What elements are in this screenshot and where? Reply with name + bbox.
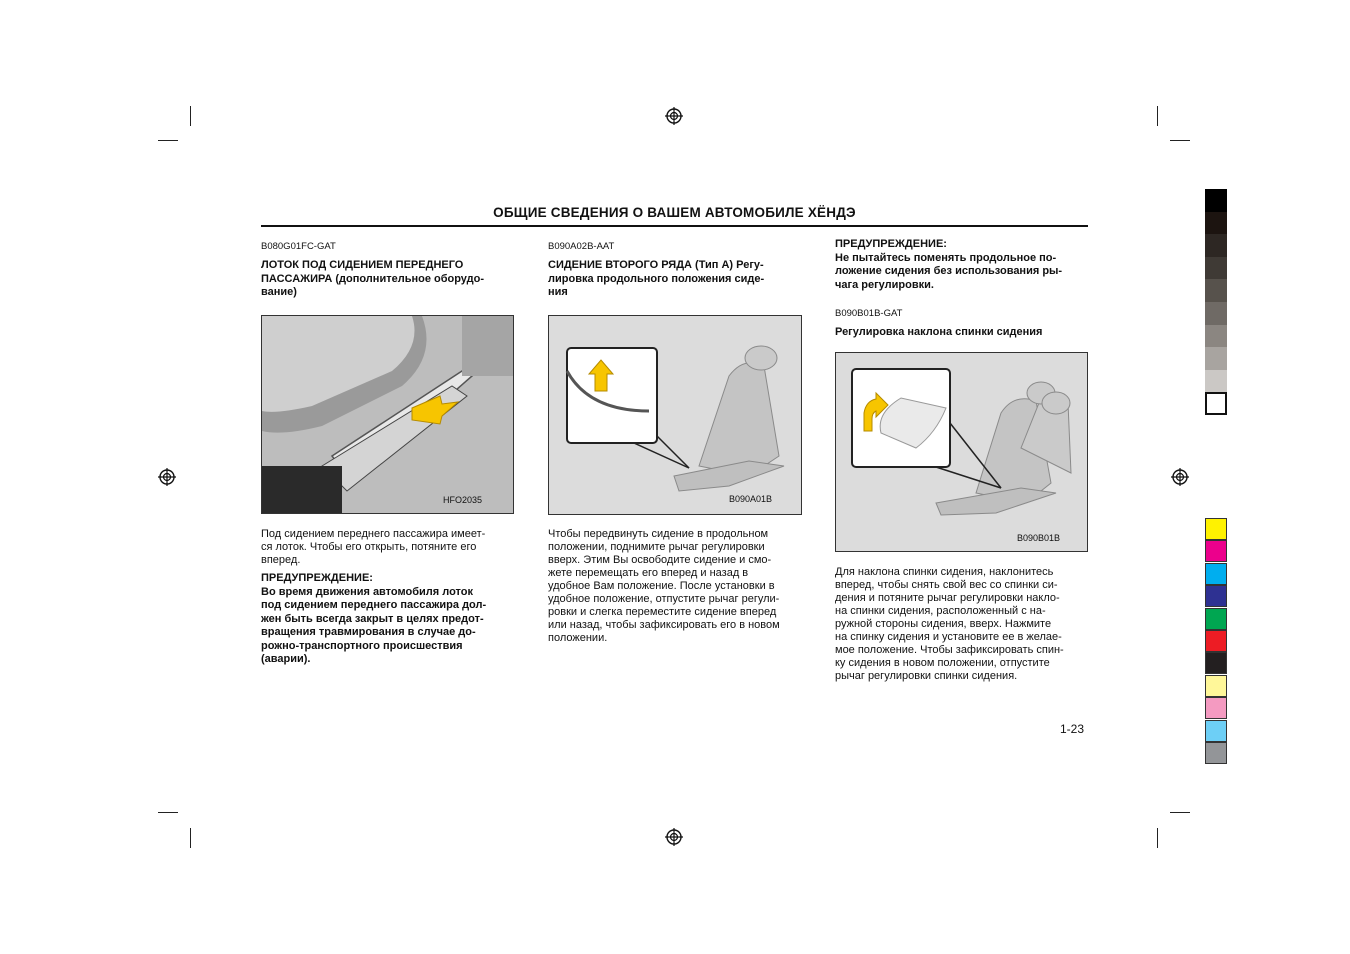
section-heading: ЛОТОК ПОД СИДЕНИЕМ ПЕРЕДНЕГО ПАССАЖИРА (дополнительное оборудо- вание) bbox=[261, 259, 485, 298]
color-swatch bbox=[1205, 540, 1227, 562]
figure-seat-slide bbox=[548, 315, 802, 515]
column-2-text bbox=[548, 528, 800, 645]
gray-swatch bbox=[1205, 325, 1227, 348]
gray-swatch bbox=[1205, 370, 1227, 393]
page-title: ОБЩИЕ СВЕДЕНИЯ О ВАШЕМ АВТОМОБИЛЕ ХЁНДЭ bbox=[493, 205, 856, 220]
warning-text: Во время движения автомобиля лоток под сидением переднего пассажира дол- жен быть всегда закрыт в целях предот- вращения травмирования в случае до- рожно-транспортного происшествия (аварии). bbox=[261, 585, 487, 665]
gray-swatch bbox=[1205, 392, 1227, 415]
column-1 bbox=[261, 240, 513, 300]
figure-label: B090B01B bbox=[1017, 533, 1061, 543]
column-3-text bbox=[835, 566, 1087, 683]
gray-swatch bbox=[1205, 234, 1227, 257]
paragraph: Для наклона спинки сидения, наклонитесь вперед, чтобы снять свой вес со спинки си- дения и потяните рычаг регулировки накло- на спинки сидения, расположенный с на- ружной стороны сидения, вверх. Нажмите на спинку сидения и установите ее в желае- мое положение. Чтобы зафиксировать спин- ку сидения в новом положении, отпустите рычаг регулировки спинки сидения. bbox=[835, 566, 1064, 682]
page-number: 1-23 bbox=[1060, 722, 1085, 736]
crop-mark bbox=[190, 828, 191, 848]
paragraph: Чтобы передвинуть сидение в продольном положении, поднимите рычаг регулировки вверх. Этим Вы освободите сидение и смо- жете перемещать его вперед и назад в удобное Вам положение. После установки в удобное положение, отпустите рычаг регули- ровки и слегка переместите сидение вперед или назад, чтобы зафиксировать его в новом положении. bbox=[548, 528, 780, 644]
crop-mark bbox=[190, 106, 191, 126]
seatback-recline-illustration bbox=[836, 353, 1087, 551]
color-swatch bbox=[1205, 652, 1227, 674]
color-swatch bbox=[1205, 563, 1227, 585]
registration-mark-icon bbox=[665, 828, 683, 846]
seat-slide-illustration bbox=[549, 316, 801, 514]
gray-swatch bbox=[1205, 302, 1227, 325]
warning-text: Не пытайтесь поменять продольное по- ложение сидения без использования ры- чага регулировки. bbox=[835, 251, 1063, 291]
crop-mark bbox=[158, 812, 178, 813]
crop-mark bbox=[1157, 106, 1158, 126]
color-swatch bbox=[1205, 675, 1227, 697]
gray-swatch bbox=[1205, 212, 1227, 235]
gray-swatch bbox=[1205, 189, 1227, 212]
figure-tray-photo bbox=[261, 315, 514, 514]
color-swatch bbox=[1205, 518, 1227, 540]
section-heading: Регулировка наклона спинки сидения bbox=[835, 326, 1043, 338]
tray-photo-image bbox=[262, 316, 513, 513]
section-code: B090B01B-GAT bbox=[835, 308, 903, 319]
gray-swatch bbox=[1205, 257, 1227, 280]
color-swatch bbox=[1205, 585, 1227, 607]
crop-mark bbox=[158, 140, 178, 141]
figure-label: HFO2035 bbox=[443, 495, 483, 505]
registration-mark-icon bbox=[665, 107, 683, 125]
column-1-text bbox=[261, 528, 513, 667]
figure-seatback-recline bbox=[835, 352, 1088, 552]
column-3 bbox=[835, 238, 1087, 340]
section-code: B090A02B-AAT bbox=[548, 241, 615, 252]
section-heading: СИДЕНИЕ ВТОРОГО РЯДА (Тип А) Регу- лировка продольного положения сиде- ния bbox=[548, 259, 765, 298]
gray-swatch bbox=[1205, 279, 1227, 302]
paragraph: Под сидением переднего пассажира имеет- ся лоток. Чтобы его открыть, потяните его вперед. bbox=[261, 528, 486, 566]
registration-mark-icon bbox=[158, 468, 176, 486]
registration-mark-icon bbox=[1171, 468, 1189, 486]
crop-mark bbox=[1157, 828, 1158, 848]
crop-mark bbox=[1170, 812, 1190, 813]
page-header bbox=[261, 203, 1088, 227]
crop-mark bbox=[1170, 140, 1190, 141]
figure-label: B090A01B bbox=[729, 494, 773, 504]
column-2 bbox=[548, 240, 801, 300]
warning-title: ПРЕДУПРЕЖДЕНИЕ: bbox=[261, 572, 373, 584]
color-swatch bbox=[1205, 742, 1227, 764]
color-swatch bbox=[1205, 720, 1227, 742]
color-swatch bbox=[1205, 697, 1227, 719]
gray-swatch bbox=[1205, 347, 1227, 370]
color-swatch bbox=[1205, 630, 1227, 652]
color-swatch bbox=[1205, 608, 1227, 630]
warning-title: ПРЕДУПРЕЖДЕНИЕ: bbox=[835, 238, 947, 250]
section-code: B080G01FC-GAT bbox=[261, 241, 336, 252]
